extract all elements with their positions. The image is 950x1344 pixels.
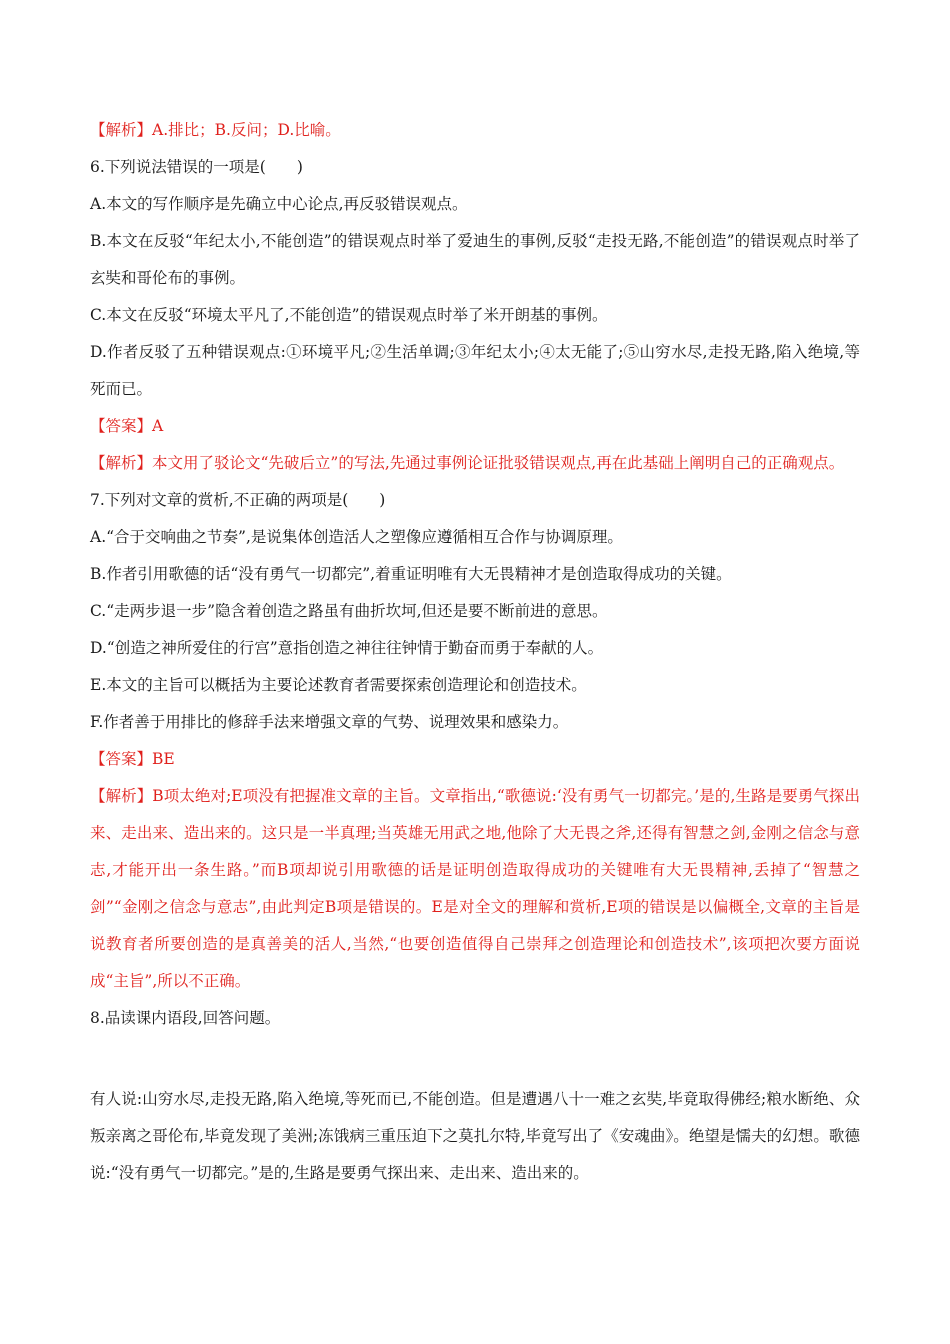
question-7-option-a: A.“合于交响曲之节奏”,是说集体创造活人之塑像应遵循相互合作与协调原理。 [90,528,623,546]
document-page [90,112,860,1192]
question-6-answer: 【答案】A [90,417,164,435]
question-6-option-d: D.作者反驳了五种错误观点:①环境平凡;②生活单调;③年纪太小;④太无能了;⑤山穷水尽,走投无路,陷入绝境,等死而已。 [90,343,860,398]
question-8-stem: 8.品读课内语段,回答问题。 [90,1009,281,1027]
question-7-answer: 【答案】BE [90,750,175,768]
question-6-option-c: C.本文在反驳“环境太平凡了,不能创造”的错误观点时举了米开朗基的事例。 [90,306,608,324]
question-7-option-f: F.作者善于用排比的修辞手法来增强文章的气势、说理效果和感染力。 [90,713,569,731]
question-7-stem: 7.下列对文章的赏析,不正确的两项是( ) [90,491,386,509]
question-7-analysis: 【解析】B项太绝对;E项没有把握准文章的主旨。文章指出,“歌德说:‘没有勇气一切都完。’是的,生路是要勇气探出来、走出来、造出来的。这只是一半真理;当英雄无用武之地,他除了大无畏之斧,还得有智慧之剑,金刚之信念与意志,才能开出一条生路。”而B项却说引用歌德的话是证明创造取得成功的关键唯有大无畏精神,丢掉了“智慧之剑”“金刚之信念与意志”,由此判定B项是错误的。E是对全文的理解和赏析,E项的错误是以偏概全,文章的主旨是说教育者所要创造的是真善美的活人,当然,“也要创造值得自己崇拜之创造理论和创造技术”,该项把次要方面说成“主旨”,所以不正确。 [90,787,860,990]
question-6-option-b: B.本文在反驳“年纪太小,不能创造”的错误观点时举了爱迪生的事例,反驳“走投无路,不能创造”的错误观点时举了玄奘和哥伦布的事例。 [90,232,860,287]
question-7-option-e: E.本文的主旨可以概括为主要论述教育者需要探索创造理论和创造技术。 [90,676,587,694]
question-6-stem: 6.下列说法错误的一项是( ) [90,158,303,176]
question-6-option-a: A.本文的写作顺序是先确立中心论点,再反驳错误观点。 [90,195,468,213]
question-7-option-c: C.“走两步退一步”隐含着创造之路虽有曲折坎坷,但还是要不断前进的意思。 [90,602,608,620]
question-8-passage: 有人说:山穷水尽,走投无路,陷入绝境,等死而已,不能创造。但是遭遇八十一难之玄奘,毕竟取得佛经;粮水断绝、众叛亲离之哥伦布,毕竟发现了美洲;冻饿病三重压迫下之莫扎尔特,毕竟写出了《安魂曲》。绝望是懦夫的幻想。歌德说:“没有勇气一切都完。”是的,生路是要勇气探出来、走出来、造出来的。 [90,1090,860,1182]
question-7-option-d: D.“创造之神所爱住的行宫”意指创造之神往往钟情于勤奋而勇于奉献的人。 [90,639,604,657]
analysis-line-q5: 【解析】A.排比；B.反问；D.比喻。 [90,121,341,139]
spacer [90,1037,860,1081]
question-6-analysis: 【解析】本文用了驳论文“先破后立”的写法,先通过事例论证批驳错误观点,再在此基础上阐明自己的正确观点。 [90,454,845,472]
question-7-option-b: B.作者引用歌德的话“没有勇气一切都完”,着重证明唯有大无畏精神才是创造取得成功的关键。 [90,565,732,583]
